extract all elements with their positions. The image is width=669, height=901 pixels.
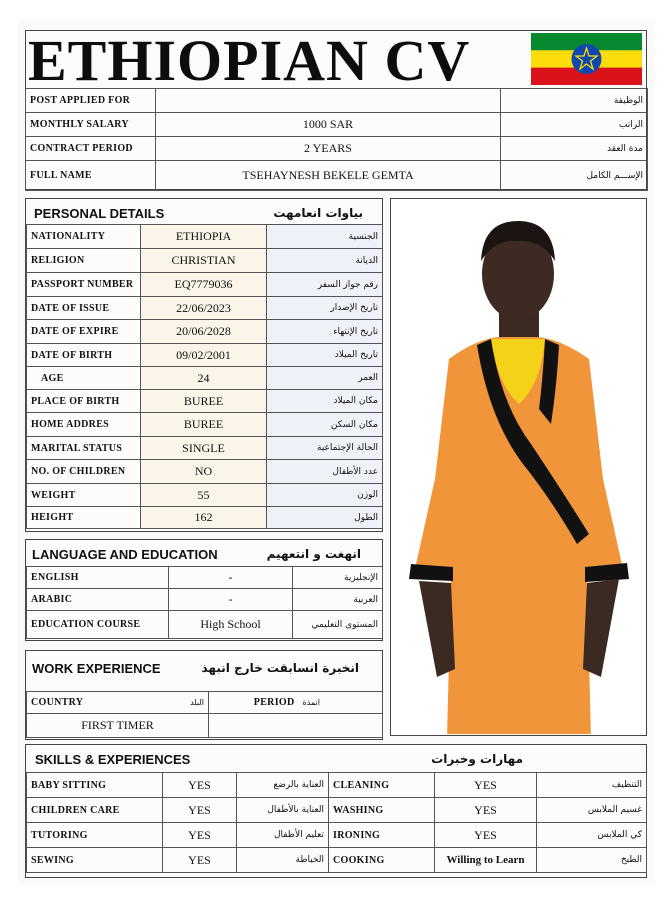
skill-value: YES — [435, 773, 537, 798]
ethiopia-flag-icon — [531, 33, 642, 85]
personal-value: 162 — [141, 507, 267, 529]
skills-table — [26, 772, 647, 873]
personal-table — [26, 224, 383, 529]
skill-value: YES — [435, 823, 537, 848]
personal-label: AGE — [27, 367, 141, 390]
personal-label-ar: تاريخ الميلاد — [267, 344, 383, 367]
language-row — [27, 611, 383, 639]
personal-label: PASSPORT NUMBER — [27, 273, 141, 297]
language-row — [27, 567, 383, 589]
language-label: ARABIC — [27, 589, 169, 611]
personal-label-ar: الوزن — [267, 484, 383, 507]
language-label: EDUCATION COURSE — [27, 611, 169, 639]
personal-label: MARITAL STATUS — [27, 437, 141, 460]
skill-value: Willing to Learn — [435, 848, 537, 873]
skills-row — [27, 773, 647, 798]
skill-label: CLEANING — [329, 773, 435, 798]
skill-label-ar: الطبخ — [537, 848, 647, 873]
personal-label-ar: تاريخ الإنتهاء — [267, 320, 383, 344]
language-label-ar: المستوى التعليمي — [293, 611, 383, 639]
work-title-ar: انخبرة انسابقت خارج انبهذ — [201, 661, 359, 675]
personal-label-ar: العمر — [267, 367, 383, 390]
work-title: WORK EXPERIENCE — [32, 661, 161, 676]
personal-row — [27, 225, 383, 249]
personal-row — [27, 390, 383, 413]
personal-title-ar: بياوات انعامهت — [273, 206, 363, 220]
personal-value: ETHIOPIA — [141, 225, 267, 249]
personal-label-ar: عدد الأطفال — [267, 460, 383, 484]
personal-label-ar: الطول — [267, 507, 383, 529]
work-table — [26, 691, 383, 738]
skill-label-ar: التنظيف — [537, 773, 647, 798]
country-label-ar: البلد — [115, 692, 209, 714]
personal-label-ar: تاريخ الإصدار — [267, 297, 383, 320]
candidate-photo — [391, 199, 645, 734]
language-title: LANGUAGE AND EDUCATION — [32, 547, 218, 562]
job-row — [26, 137, 648, 161]
job-table — [25, 88, 648, 191]
period-label-ar: انمذة — [299, 692, 383, 714]
personal-value: 55 — [141, 484, 267, 507]
personal-value: 24 — [141, 367, 267, 390]
skill-label: SEWING — [27, 848, 163, 873]
skill-label: WASHING — [329, 798, 435, 823]
personal-label: NO. OF CHILDREN — [27, 460, 141, 484]
job-label: POST APPLIED FOR — [26, 89, 156, 113]
job-row — [26, 89, 648, 113]
language-label-ar: العربية — [293, 589, 383, 611]
personal-value: 09/02/2001 — [141, 344, 267, 367]
personal-label: DATE OF ISSUE — [27, 297, 141, 320]
personal-row — [27, 367, 383, 390]
personal-row — [27, 437, 383, 460]
skill-label-ar: كي الملابس — [537, 823, 647, 848]
photo-frame — [390, 198, 647, 736]
job-label: FULL NAME — [26, 161, 156, 191]
personal-value: BUREE — [141, 390, 267, 413]
job-value: TSEHAYNESH BEKELE GEMTA — [156, 161, 501, 191]
skill-label: TUTORING — [27, 823, 163, 848]
job-label-ar: الراتب — [501, 113, 648, 137]
skills-row — [27, 823, 647, 848]
period-label: PERIOD — [209, 692, 299, 714]
skill-label-ar: العناية بالرضع — [237, 773, 329, 798]
job-label-ar: الإســـم الكامل — [501, 161, 648, 191]
personal-value: BUREE — [141, 413, 267, 437]
job-row — [26, 113, 648, 137]
country-label: COUNTRY — [27, 692, 115, 714]
page-title: ETHIOPIAN CV — [28, 28, 471, 93]
skills-row — [27, 798, 647, 823]
language-label: ENGLISH — [27, 567, 169, 589]
language-title-ar: انهغت و انتعهيم — [266, 547, 361, 561]
personal-value: 20/06/2028 — [141, 320, 267, 344]
work-row — [27, 714, 383, 738]
personal-label: DATE OF BIRTH — [27, 344, 141, 367]
skill-label: IRONING — [329, 823, 435, 848]
cv-page — [18, 18, 655, 886]
job-label: CONTRACT PERIOD — [26, 137, 156, 161]
personal-label-ar: رقم جواز السفر — [267, 273, 383, 297]
personal-row — [27, 249, 383, 273]
personal-label: WEIGHT — [27, 484, 141, 507]
personal-label: HOME ADDRES — [27, 413, 141, 437]
personal-label: PLACE OF BIRTH — [27, 390, 141, 413]
personal-label: NATIONALITY — [27, 225, 141, 249]
personal-label: DATE OF EXPIRE — [27, 320, 141, 344]
skill-label: BABY SITTING — [27, 773, 163, 798]
personal-value: EQ7779036 — [141, 273, 267, 297]
job-label-ar: مدة العقد — [501, 137, 648, 161]
work-period-value — [209, 714, 383, 738]
personal-label-ar: مكان الميلاد — [267, 390, 383, 413]
skill-label-ar: تعليم الأطفال — [237, 823, 329, 848]
personal-value: CHRISTIAN — [141, 249, 267, 273]
skill-label-ar: العناية بالأطفال — [237, 798, 329, 823]
skill-label: CHILDREN CARE — [27, 798, 163, 823]
skill-value: YES — [163, 848, 237, 873]
personal-label: HEIGHT — [27, 507, 141, 529]
language-value: - — [169, 589, 293, 611]
personal-row — [27, 344, 383, 367]
personal-value: NO — [141, 460, 267, 484]
skills-row — [27, 848, 647, 873]
language-label-ar: الإنجليزية — [293, 567, 383, 589]
skill-label-ar: غسيم الملابس — [537, 798, 647, 823]
language-table — [26, 566, 383, 639]
personal-label-ar: مكان السكن — [267, 413, 383, 437]
language-value: High School — [169, 611, 293, 639]
work-value: FIRST TIMER — [27, 714, 209, 738]
work-header-row — [27, 692, 383, 714]
skill-value: YES — [435, 798, 537, 823]
personal-row — [27, 297, 383, 320]
personal-label-ar: الحالة الإجتماعية — [267, 437, 383, 460]
personal-row — [27, 484, 383, 507]
language-value: - — [169, 567, 293, 589]
personal-row — [27, 273, 383, 297]
skills-title-ar: مهارات وخبرات — [431, 752, 523, 766]
personal-label: RELIGION — [27, 249, 141, 273]
job-value: 2 YEARS — [156, 137, 501, 161]
personal-row — [27, 460, 383, 484]
personal-title: PERSONAL DETAILS — [34, 206, 165, 221]
personal-value: SINGLE — [141, 437, 267, 460]
personal-label-ar: الجنسية — [267, 225, 383, 249]
job-value: 1000 SAR — [156, 113, 501, 137]
skill-value: YES — [163, 798, 237, 823]
skills-title: SKILLS & EXPERIENCES — [35, 752, 191, 767]
personal-row — [27, 507, 383, 529]
job-label-ar: الوظيفة — [501, 89, 648, 113]
job-value — [156, 89, 501, 113]
language-row — [27, 589, 383, 611]
skill-label-ar: الخياطة — [237, 848, 329, 873]
personal-row — [27, 320, 383, 344]
skill-value: YES — [163, 823, 237, 848]
personal-row — [27, 413, 383, 437]
skill-value: YES — [163, 773, 237, 798]
job-label: MONTHLY SALARY — [26, 113, 156, 137]
personal-label-ar: الديانة — [267, 249, 383, 273]
personal-value: 22/06/2023 — [141, 297, 267, 320]
job-row — [26, 161, 648, 191]
skill-label: COOKING — [329, 848, 435, 873]
